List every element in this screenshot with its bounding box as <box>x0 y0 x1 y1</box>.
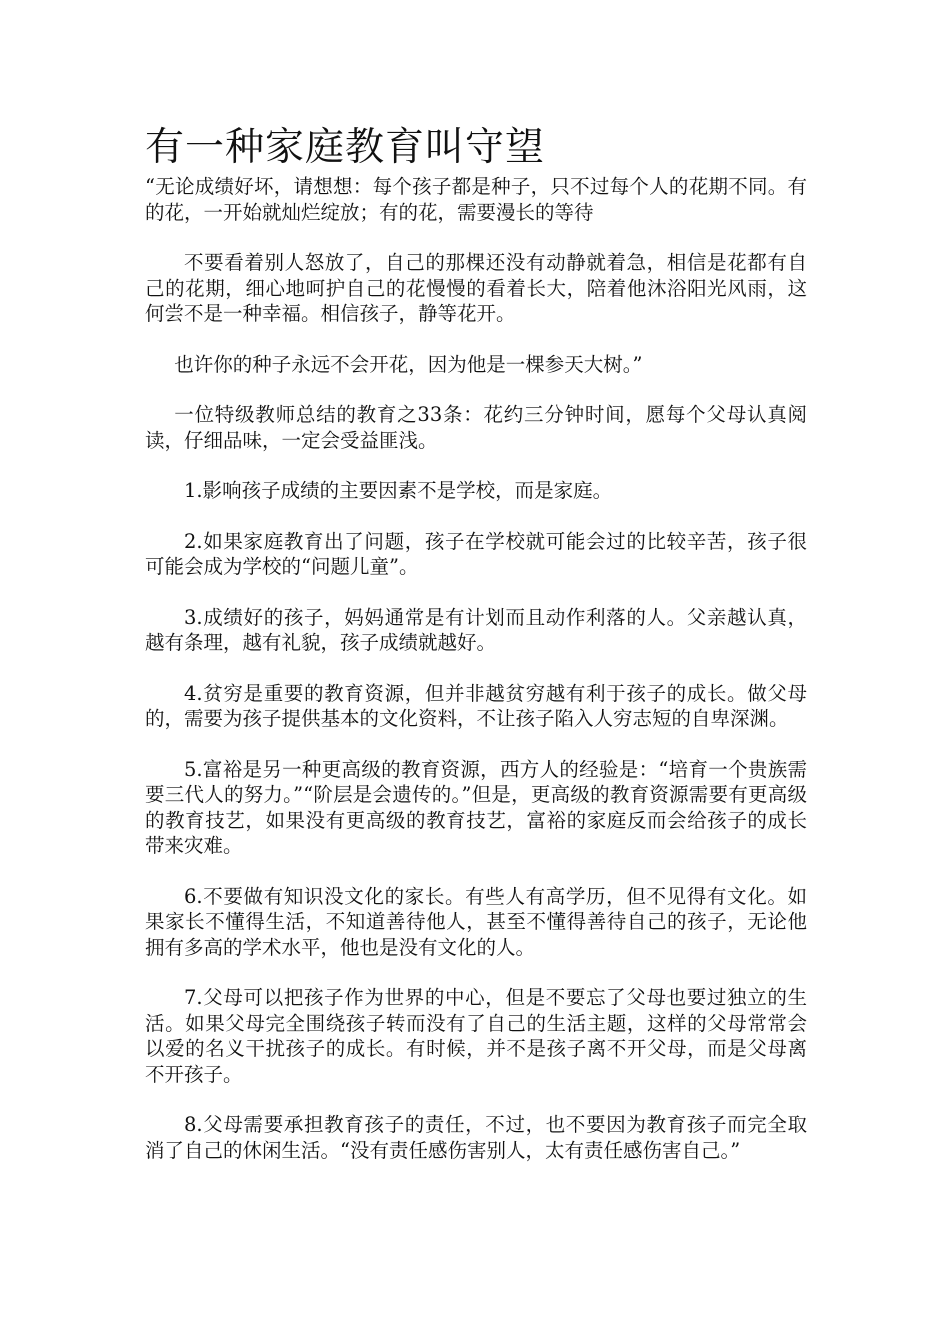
paragraph-gap <box>145 859 807 884</box>
paragraph-gap <box>145 327 807 352</box>
paragraph-gap <box>145 377 807 402</box>
paragraph-summary: 一位特级教师总结的教育之33条：花约三分钟时间，愿每个父母认真阅读，仔细品味，一定会受益匪浅。 <box>145 403 807 452</box>
paragraph-gap <box>145 504 807 529</box>
paragraph-gap <box>145 580 807 605</box>
paragraph-gap <box>145 960 807 985</box>
paragraph-gap <box>145 453 807 478</box>
list-item-6: 6.不要做有知识没文化的家长。有些人有高学历，但不见得有文化。如果家长不懂得生活，不知道善待他人，甚至不懂得善待自己的孩子，无论他拥有多高的学术水平，他也是没有文化的人。 <box>145 884 807 959</box>
paragraph-tree: 也许你的种子永远不会开花，因为他是一棵参天大树。” <box>174 352 643 376</box>
intro-quote: “无论成绩好坏，请想想：每个孩子都是种子，只不过每个人的花期不同。有的花，一开始就灿烂绽放；有的花，需要漫长的等待 <box>145 175 807 224</box>
document-page <box>145 122 807 1163</box>
paragraph-gap <box>145 656 807 681</box>
list-item-4: 4.贫穷是重要的教育资源，但并非越贫穷越有利于孩子的成长。做父母的，需要为孩子提供基本的文化资料，不让孩子陷入人穷志短的自卑深渊。 <box>145 681 807 730</box>
paragraph-gap <box>145 225 807 250</box>
paragraph-gap <box>145 732 807 757</box>
list-item-1: 1.影响孩子成绩的主要因素不是学校，而是家庭。 <box>184 479 613 502</box>
list-item-7: 7.父母可以把孩子作为世界的中心，但是不要忘了父母也要过独立的生活。如果父母完全围绕孩子转而没有了自己的生活主题，这样的父母常常会以爱的名义干扰孩子的成长。有时候，并不是孩子离不开父母，而是父母离不开孩子。 <box>145 986 807 1086</box>
paragraph-wait: 不要看着别人怒放了，自己的那棵还没有动静就着急，相信是花都有自己的花期，细心地呵护自己的花慢慢的看着长大，陪着他沐浴阳光风雨，这何尝不是一种幸福。相信孩子，静等花开。 <box>145 251 807 325</box>
list-item-2: 2.如果家庭教育出了问题，孩子在学校就可能会过的比较辛苦，孩子很可能会成为学校的“问题儿童”。 <box>145 529 807 578</box>
list-item-5: 5.富裕是另一种更高级的教育资源，西方人的经验是：“培育一个贵族需要三代人的努力。”“阶层是会遗传的。”但是，更高级的教育资源需要有更高级的教育技艺，如果没有更高级的教育技艺，富裕的家庭反而会给孩子的成长带来灾难。 <box>145 757 807 857</box>
paragraph-gap <box>145 1087 807 1112</box>
list-item-8: 8.父母需要承担教育孩子的责任，不过，也不要因为教育孩子而完全取消了自己的休闲生活。“没有责任感伤害别人，太有责任感伤害自己。” <box>145 1113 807 1162</box>
list-item-3: 3.成绩好的孩子，妈妈通常是有计划而且动作利落的人。父亲越认真，越有条理，越有礼貌，孩子成绩就越好。 <box>145 605 807 654</box>
document-title: 有一种家庭教育叫守望 <box>145 125 546 170</box>
